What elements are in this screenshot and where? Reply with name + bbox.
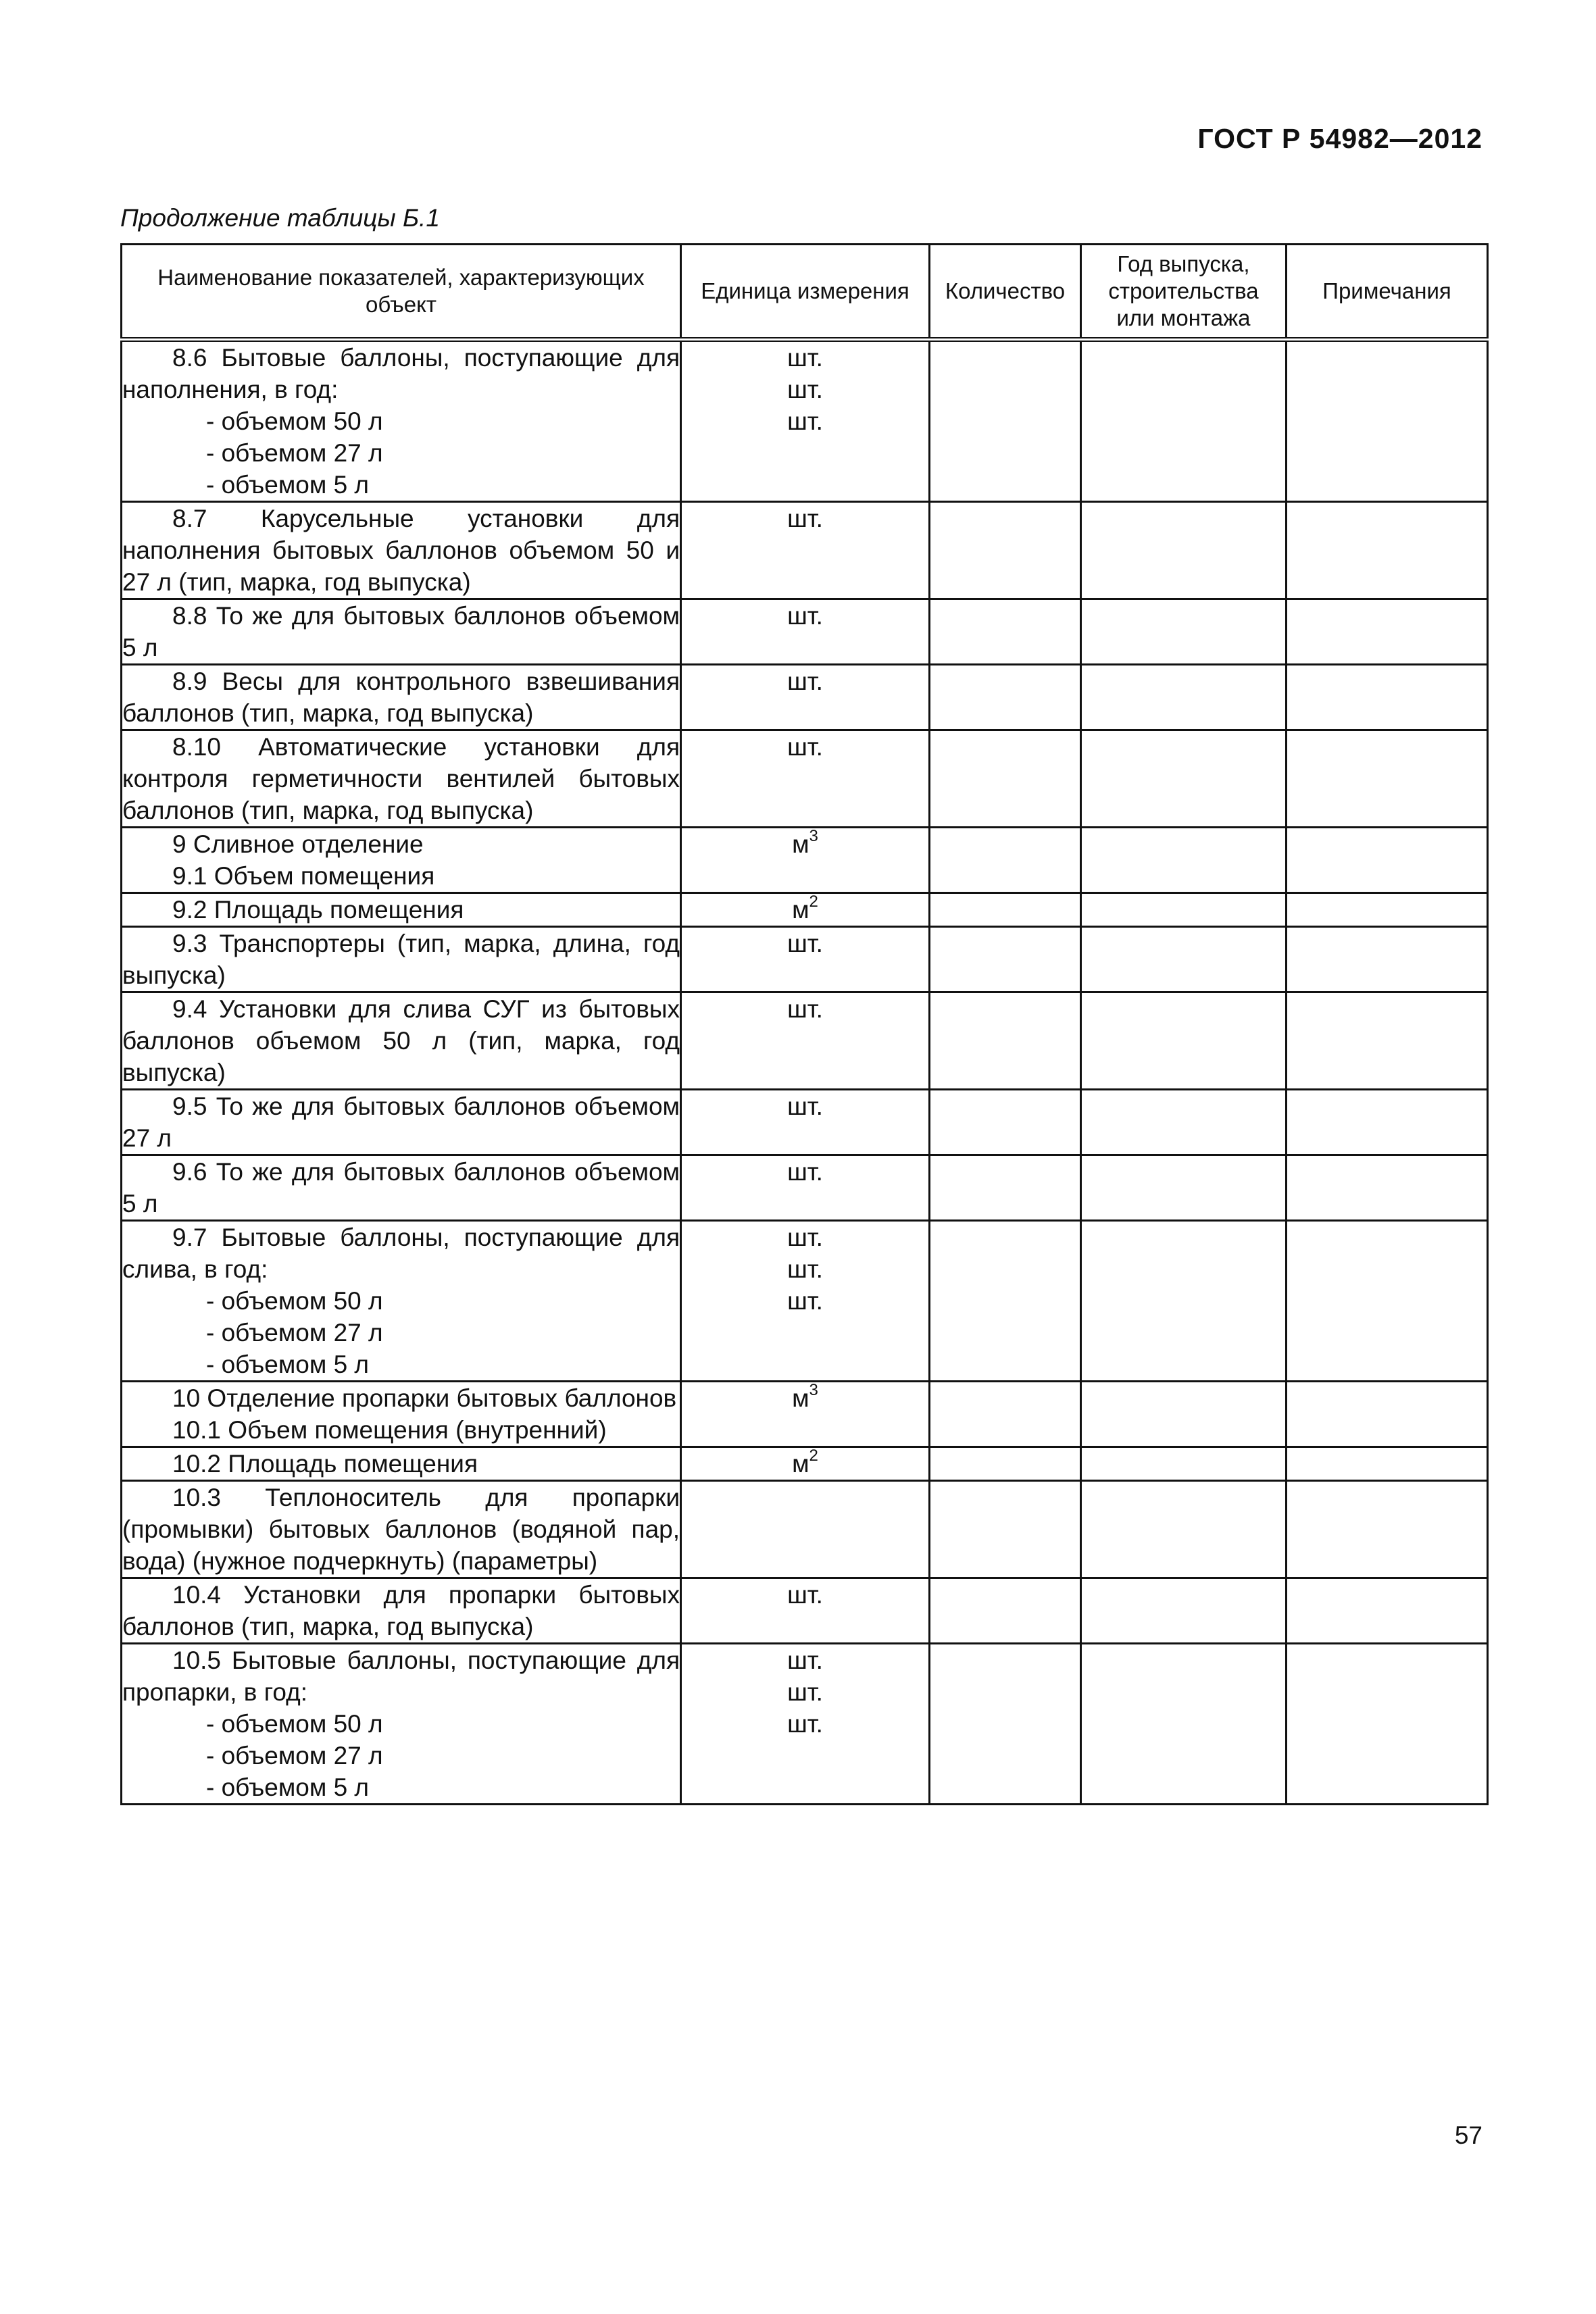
row-title: 8.7 Карусельные установки для наполнения бытовых баллонов объемом 50 и 27 л (тип, марка, год выпуска) xyxy=(122,505,680,596)
row-unit xyxy=(681,1221,930,1382)
row-subtitle: 9.1 Объем помещения xyxy=(172,862,435,890)
row-title: 8.10 Автоматические установки для контроля герметичности вентилей бытовых баллонов (тип, марка, год выпуска) xyxy=(122,733,680,824)
row-sub-item: - объемом 27 л xyxy=(206,1319,383,1347)
row-year xyxy=(1081,1221,1287,1382)
row-unit xyxy=(681,1382,930,1447)
table-row xyxy=(122,340,1488,502)
row-year xyxy=(1081,1447,1287,1481)
row-unit xyxy=(681,1090,930,1155)
unit-value: шт. xyxy=(787,602,823,630)
row-title: 8.9 Весы для контрольного взвешивания баллонов (тип, марка, год выпуска) xyxy=(122,668,680,727)
row-sub-item: - объемом 50 л xyxy=(206,407,383,435)
row-subtitle: 10.1 Объем помещения (внутренний) xyxy=(172,1416,607,1444)
table-row xyxy=(122,502,1488,599)
row-title: 8.6 Бытовые баллоны, поступающие для наполнения, в год: xyxy=(122,344,680,403)
row-name xyxy=(122,927,681,992)
row-notes xyxy=(1287,1578,1488,1644)
row-sub-item: - объемом 5 л xyxy=(206,1774,370,1801)
table-row xyxy=(122,665,1488,730)
row-sub-item: - объемом 5 л xyxy=(206,471,370,499)
table-row xyxy=(122,730,1488,828)
row-name xyxy=(122,665,681,730)
table-row xyxy=(122,599,1488,665)
row-unit xyxy=(681,1578,930,1644)
column-header-unit: Единица измерения xyxy=(681,245,930,340)
row-quantity xyxy=(930,1090,1081,1155)
row-sub-item: - объемом 27 л xyxy=(206,1742,383,1769)
unit-base: м xyxy=(792,1450,809,1478)
table-row xyxy=(122,1382,1488,1447)
table-row xyxy=(122,1221,1488,1382)
row-unit xyxy=(681,1447,930,1481)
row-name xyxy=(122,893,681,927)
row-sub-item: - объемом 50 л xyxy=(206,1287,383,1315)
table-row xyxy=(122,1644,1488,1805)
row-unit xyxy=(681,927,930,992)
row-year xyxy=(1081,1578,1287,1644)
column-header-notes: Примечания xyxy=(1287,245,1488,340)
row-name xyxy=(122,828,681,893)
row-quantity xyxy=(930,1447,1081,1481)
row-year xyxy=(1081,502,1287,599)
table-row xyxy=(122,893,1488,927)
row-title: 10 Отделение пропарки бытовых баллонов xyxy=(172,1384,677,1412)
row-title: 9.4 Установки для слива СУГ из бытовых баллонов объемом 50 л (тип, марка, год выпуска) xyxy=(122,995,680,1086)
unit-value: шт. xyxy=(787,668,823,695)
page-number: 57 xyxy=(1454,2121,1482,2149)
row-name xyxy=(122,502,681,599)
row-year xyxy=(1081,1155,1287,1221)
row-notes xyxy=(1287,1644,1488,1805)
row-name xyxy=(122,1578,681,1644)
row-quantity xyxy=(930,1382,1081,1447)
row-quantity xyxy=(930,599,1081,665)
row-title: 10.5 Бытовые баллоны, поступающие для пропарки, в год: xyxy=(122,1646,680,1706)
unit-value: шт. xyxy=(787,1224,823,1251)
row-name xyxy=(122,1155,681,1221)
row-notes xyxy=(1287,665,1488,730)
unit-value: шт. xyxy=(787,1678,823,1706)
unit-base: м xyxy=(792,1384,809,1412)
row-year xyxy=(1081,730,1287,828)
row-name xyxy=(122,1090,681,1155)
row-unit xyxy=(681,665,930,730)
row-unit xyxy=(681,1481,930,1578)
row-year xyxy=(1081,992,1287,1090)
unit-base: м xyxy=(792,830,809,858)
row-unit xyxy=(681,992,930,1090)
table-row xyxy=(122,992,1488,1090)
row-quantity xyxy=(930,730,1081,828)
row-unit xyxy=(681,730,930,828)
row-quantity xyxy=(930,992,1081,1090)
unit-value: шт. xyxy=(787,1287,823,1315)
unit-value: шт. xyxy=(787,1581,823,1609)
row-quantity xyxy=(930,927,1081,992)
table-row xyxy=(122,828,1488,893)
row-notes xyxy=(1287,1382,1488,1447)
row-title: 9.3 Транспортеры (тип, марка, длина, год выпуска) xyxy=(122,930,680,989)
unit-base: м xyxy=(792,896,809,924)
row-quantity xyxy=(930,1578,1081,1644)
row-notes xyxy=(1287,992,1488,1090)
row-title: 9 Сливное отделение xyxy=(172,830,424,858)
row-unit xyxy=(681,893,930,927)
row-title: 10.2 Площадь помещения xyxy=(172,1450,478,1478)
row-sub-item: - объемом 50 л xyxy=(206,1710,383,1738)
row-notes xyxy=(1287,340,1488,502)
row-name xyxy=(122,1382,681,1447)
row-title: 10.3 Теплоноситель для пропарки (промывки) бытовых баллонов (водяной пар, вода) (нужное подчеркнуть) (параметры) xyxy=(122,1484,680,1575)
unit-value: шт. xyxy=(787,930,823,957)
row-notes xyxy=(1287,599,1488,665)
row-quantity xyxy=(930,340,1081,502)
row-unit xyxy=(681,1644,930,1805)
row-quantity xyxy=(930,1481,1081,1578)
table-row xyxy=(122,927,1488,992)
row-year xyxy=(1081,665,1287,730)
unit-value: шт. xyxy=(787,407,823,435)
row-name xyxy=(122,1221,681,1382)
column-header-quantity: Количество xyxy=(930,245,1081,340)
row-notes xyxy=(1287,1090,1488,1155)
unit-value: шт. xyxy=(787,505,823,532)
row-notes xyxy=(1287,1221,1488,1382)
row-year xyxy=(1081,828,1287,893)
row-quantity xyxy=(930,828,1081,893)
row-year xyxy=(1081,599,1287,665)
row-year xyxy=(1081,1090,1287,1155)
unit-value: шт. xyxy=(787,1710,823,1738)
unit-value: шт. xyxy=(787,376,823,403)
column-header-year: Год выпуска, строительства или монтажа xyxy=(1081,245,1287,340)
row-unit xyxy=(681,599,930,665)
row-unit xyxy=(681,502,930,599)
row-notes xyxy=(1287,1481,1488,1578)
row-unit xyxy=(681,828,930,893)
row-year xyxy=(1081,1382,1287,1447)
unit-value: шт. xyxy=(787,733,823,761)
row-notes xyxy=(1287,502,1488,599)
row-notes xyxy=(1287,828,1488,893)
row-notes xyxy=(1287,1155,1488,1221)
row-notes xyxy=(1287,730,1488,828)
table-row xyxy=(122,1481,1488,1578)
row-notes xyxy=(1287,927,1488,992)
table-row xyxy=(122,1447,1488,1481)
unit-exponent: 3 xyxy=(809,1381,818,1400)
row-unit xyxy=(681,1155,930,1221)
row-name xyxy=(122,730,681,828)
data-table xyxy=(120,243,1489,1805)
column-header-name: Наименование показателей, характеризующих объект xyxy=(122,245,681,340)
row-quantity xyxy=(930,1644,1081,1805)
row-year xyxy=(1081,893,1287,927)
unit-value: шт. xyxy=(787,1158,823,1186)
table-header-row xyxy=(122,245,1488,340)
table-row xyxy=(122,1155,1488,1221)
row-sub-item: - объемом 27 л xyxy=(206,439,383,467)
row-unit xyxy=(681,340,930,502)
unit-exponent: 2 xyxy=(809,1447,818,1465)
row-year xyxy=(1081,927,1287,992)
row-quantity xyxy=(930,1155,1081,1221)
unit-value: шт. xyxy=(787,1255,823,1283)
row-name xyxy=(122,1644,681,1805)
table-caption: Продолжение таблицы Б.1 xyxy=(120,204,440,232)
row-name xyxy=(122,992,681,1090)
unit-exponent: 2 xyxy=(809,892,818,911)
row-year xyxy=(1081,1481,1287,1578)
row-quantity xyxy=(930,893,1081,927)
row-name xyxy=(122,599,681,665)
table-row xyxy=(122,1090,1488,1155)
row-title: 9.7 Бытовые баллоны, поступающие для слива, в год: xyxy=(122,1224,680,1283)
row-year xyxy=(1081,340,1287,502)
row-notes xyxy=(1287,1447,1488,1481)
row-title: 9.6 То же для бытовых баллонов объемом 5 л xyxy=(122,1158,680,1217)
row-quantity xyxy=(930,665,1081,730)
row-quantity xyxy=(930,502,1081,599)
row-year xyxy=(1081,1644,1287,1805)
unit-value: шт. xyxy=(787,995,823,1023)
row-title: 8.8 То же для бытовых баллонов объемом 5 л xyxy=(122,602,680,661)
unit-exponent: 3 xyxy=(809,827,818,846)
row-name xyxy=(122,1447,681,1481)
unit-value: шт. xyxy=(787,1646,823,1674)
row-sub-item: - объемом 5 л xyxy=(206,1351,370,1378)
standard-code: ГОСТ Р 54982—2012 xyxy=(1197,123,1482,154)
unit-value: шт. xyxy=(787,344,823,372)
row-quantity xyxy=(930,1221,1081,1382)
row-notes xyxy=(1287,893,1488,927)
row-name xyxy=(122,1481,681,1578)
unit-value: шт. xyxy=(787,1092,823,1120)
row-name xyxy=(122,340,681,502)
row-title: 9.2 Площадь помещения xyxy=(172,896,464,924)
table-row xyxy=(122,1578,1488,1644)
row-title: 9.5 То же для бытовых баллонов объемом 27 л xyxy=(122,1092,680,1152)
row-title: 10.4 Установки для пропарки бытовых баллонов (тип, марка, год выпуска) xyxy=(122,1581,680,1640)
